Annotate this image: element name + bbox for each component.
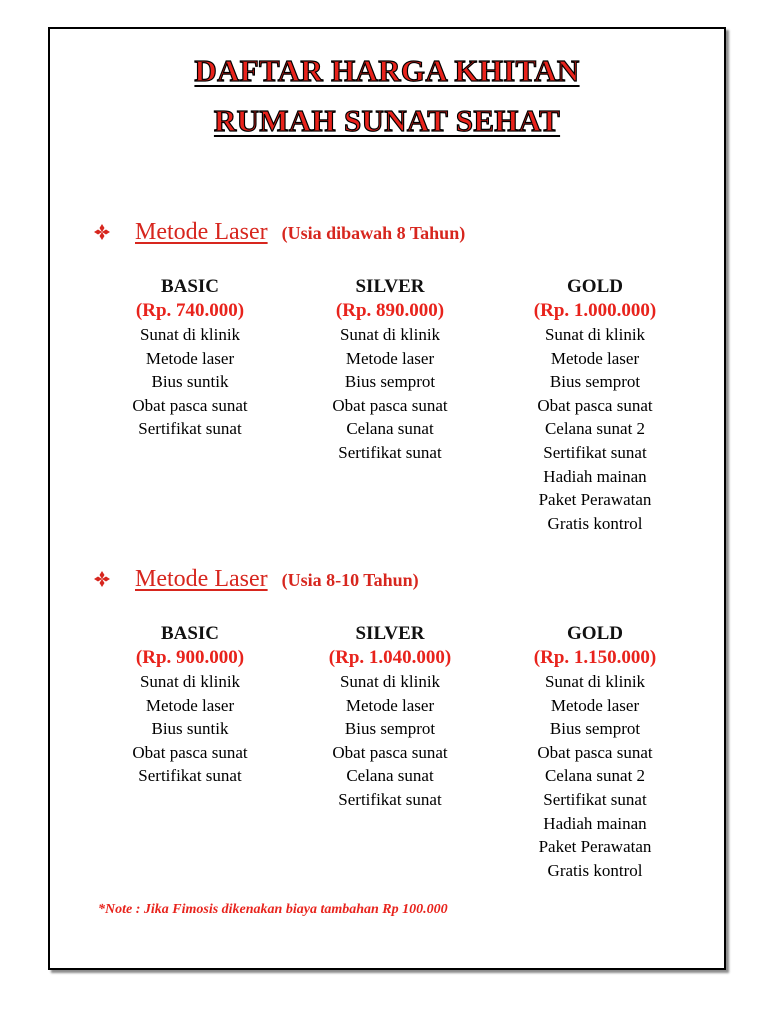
page-title-line-2: RUMAH SUNAT SEHAT bbox=[213, 103, 561, 138]
method-name: Metode Laser bbox=[135, 566, 268, 592]
package-feature: Metode laser bbox=[345, 695, 435, 715]
package-feature: Gratis kontrol bbox=[547, 860, 643, 880]
method-name: Metode Laser bbox=[135, 219, 268, 245]
package-feature: Obat pasca sunat bbox=[132, 395, 248, 415]
package-feature: Metode laser bbox=[145, 695, 235, 715]
package-feature: Hadiah mainan bbox=[543, 466, 647, 486]
package-feature: Celana sunat 2 bbox=[544, 419, 646, 439]
package-feature: Obat pasca sunat bbox=[537, 742, 653, 762]
package-feature: Sunat di klinik bbox=[339, 672, 441, 691]
package-name: GOLD bbox=[567, 276, 623, 297]
package-feature: Bius suntik bbox=[151, 372, 229, 392]
package-feature: Sertifikat sunat bbox=[543, 442, 647, 462]
price-list-page bbox=[48, 27, 726, 970]
package-name: GOLD bbox=[567, 623, 623, 644]
package-feature: Sunat di klinik bbox=[139, 325, 241, 344]
package-feature: Bius semprot bbox=[549, 372, 641, 392]
package-feature: Sunat di klinik bbox=[139, 672, 241, 691]
package-feature: Sertifikat sunat bbox=[543, 789, 647, 809]
age-range: (Usia 8-10 Tahun) bbox=[281, 570, 419, 590]
package-feature: Bius semprot bbox=[344, 719, 436, 739]
package-silver bbox=[290, 621, 490, 812]
package-gold bbox=[495, 274, 695, 535]
package-feature: Obat pasca sunat bbox=[537, 395, 653, 415]
package-feature: Sertifikat sunat bbox=[138, 419, 242, 439]
package-feature: Bius suntik bbox=[151, 719, 229, 739]
package-feature: Metode laser bbox=[550, 348, 640, 368]
package-feature: Gratis kontrol bbox=[547, 513, 643, 533]
package-feature: Hadiah mainan bbox=[543, 813, 647, 833]
package-feature: Metode laser bbox=[145, 348, 235, 368]
package-feature: Celana sunat bbox=[346, 419, 434, 439]
four-diamond-bullet-icon bbox=[94, 571, 110, 587]
section-header-1 bbox=[94, 219, 465, 249]
package-basic bbox=[90, 621, 290, 788]
package-gold bbox=[495, 621, 695, 882]
package-feature: Bius semprot bbox=[344, 372, 436, 392]
package-price: (Rp. 740.000) bbox=[135, 300, 245, 321]
package-feature: Obat pasca sunat bbox=[132, 742, 248, 762]
package-feature: Obat pasca sunat bbox=[332, 742, 448, 762]
package-price: (Rp. 1.000.000) bbox=[533, 300, 657, 321]
section-header-2 bbox=[94, 566, 419, 596]
package-feature: Metode laser bbox=[345, 348, 435, 368]
package-feature: Sertifikat sunat bbox=[338, 789, 442, 809]
package-silver bbox=[290, 274, 490, 465]
package-feature: Sunat di klinik bbox=[544, 325, 646, 344]
package-price: (Rp. 900.000) bbox=[135, 647, 245, 668]
package-basic bbox=[90, 274, 290, 441]
package-feature: Bius semprot bbox=[549, 719, 641, 739]
package-feature: Paket Perawatan bbox=[538, 837, 652, 857]
package-name: BASIC bbox=[160, 276, 220, 297]
age-range: (Usia dibawah 8 Tahun) bbox=[281, 223, 466, 243]
package-name: BASIC bbox=[160, 623, 220, 644]
package-price: (Rp. 1.040.000) bbox=[328, 647, 452, 668]
package-feature: Sertifikat sunat bbox=[338, 442, 442, 462]
package-feature: Sunat di klinik bbox=[544, 672, 646, 691]
fimosis-note: *Note : Jika Fimosis dikenakan biaya tambahan Rp 100.000 bbox=[98, 902, 448, 917]
package-feature: Celana sunat bbox=[346, 766, 434, 786]
package-name: SILVER bbox=[355, 623, 425, 644]
package-feature: Celana sunat 2 bbox=[544, 766, 646, 786]
package-feature: Sunat di klinik bbox=[339, 325, 441, 344]
package-feature: Paket Perawatan bbox=[538, 490, 652, 510]
package-price: (Rp. 1.150.000) bbox=[533, 647, 657, 668]
package-feature: Metode laser bbox=[550, 695, 640, 715]
page-title-line-1: DAFTAR HARGA KHITAN bbox=[194, 53, 580, 88]
package-name: SILVER bbox=[355, 276, 425, 297]
four-diamond-bullet-icon bbox=[94, 224, 110, 240]
package-feature: Sertifikat sunat bbox=[138, 766, 242, 786]
package-feature: Obat pasca sunat bbox=[332, 395, 448, 415]
package-price: (Rp. 890.000) bbox=[335, 300, 445, 321]
